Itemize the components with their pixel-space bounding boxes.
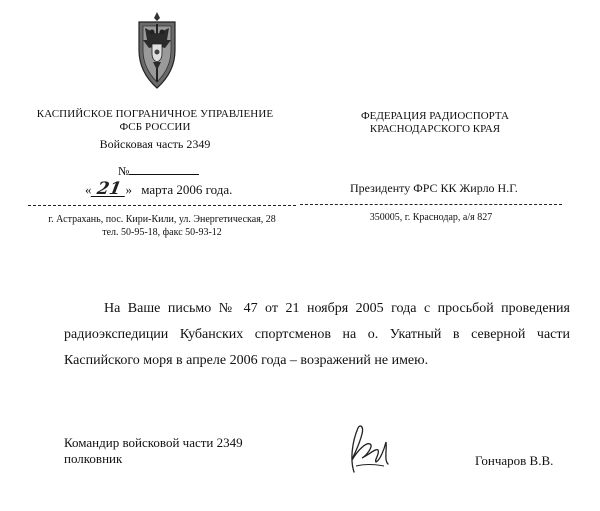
recipient-divider bbox=[300, 204, 562, 205]
signatory-title-line1: Командир войсковой части 2349 bbox=[64, 435, 243, 450]
letter-body bbox=[64, 296, 570, 374]
recipient-address: 350005, г. Краснодар, а/я 827 bbox=[369, 212, 493, 223]
handwritten-signature bbox=[340, 420, 400, 480]
signatory-title bbox=[64, 435, 243, 467]
fsb-emblem-icon bbox=[133, 10, 181, 90]
document-number-blank bbox=[129, 163, 199, 175]
sender-divider bbox=[28, 205, 296, 206]
recipient-org-line2: КРАСНОДАРСКОГО КРАЯ bbox=[369, 123, 501, 135]
sender-org-line2: ФСБ РОССИИ bbox=[119, 121, 191, 133]
sender-header bbox=[30, 108, 280, 152]
document-number-row bbox=[118, 163, 199, 179]
document-date bbox=[85, 179, 233, 199]
signatory-name: Гончаров В.В. bbox=[475, 453, 554, 468]
date-rest: марта 2006 года. bbox=[141, 182, 233, 197]
letter-body-text: На Ваше письмо № 47 от 21 ноября 2005 года с просьбой проведения радиоэкспедиции Кубанских спортсменов на о. Укатный в северной части Каспийского моря в апреле 2006 года – возражений не имею. bbox=[64, 301, 570, 368]
recipient-addressee: Президенту ФРС КК Жирло Н.Г. bbox=[350, 181, 518, 195]
sender-address-line2: тел. 50-95-18, факс 50-93-12 bbox=[102, 227, 222, 238]
recipient-header bbox=[325, 110, 545, 136]
recipient-org-line1: ФЕДЕРАЦИЯ РАДИОСПОРТА bbox=[360, 110, 510, 122]
date-open-quote: « bbox=[85, 182, 92, 197]
sender-unit: Войсковая часть 2349 bbox=[99, 137, 211, 151]
signatory-title-line2: полковник bbox=[64, 451, 123, 466]
sender-org-line1: КАСПИЙСКОЕ ПОГРАНИЧНОЕ УПРАВЛЕНИЕ bbox=[36, 108, 274, 120]
document-number-label: № bbox=[118, 164, 130, 178]
date-close-quote: » bbox=[125, 182, 132, 197]
sender-address-line1: г. Астрахань, пос. Кири-Кили, ул. Энергетическая, 28 bbox=[48, 214, 276, 225]
sender-address bbox=[28, 213, 296, 239]
date-day-handwritten: 21 bbox=[90, 182, 127, 197]
